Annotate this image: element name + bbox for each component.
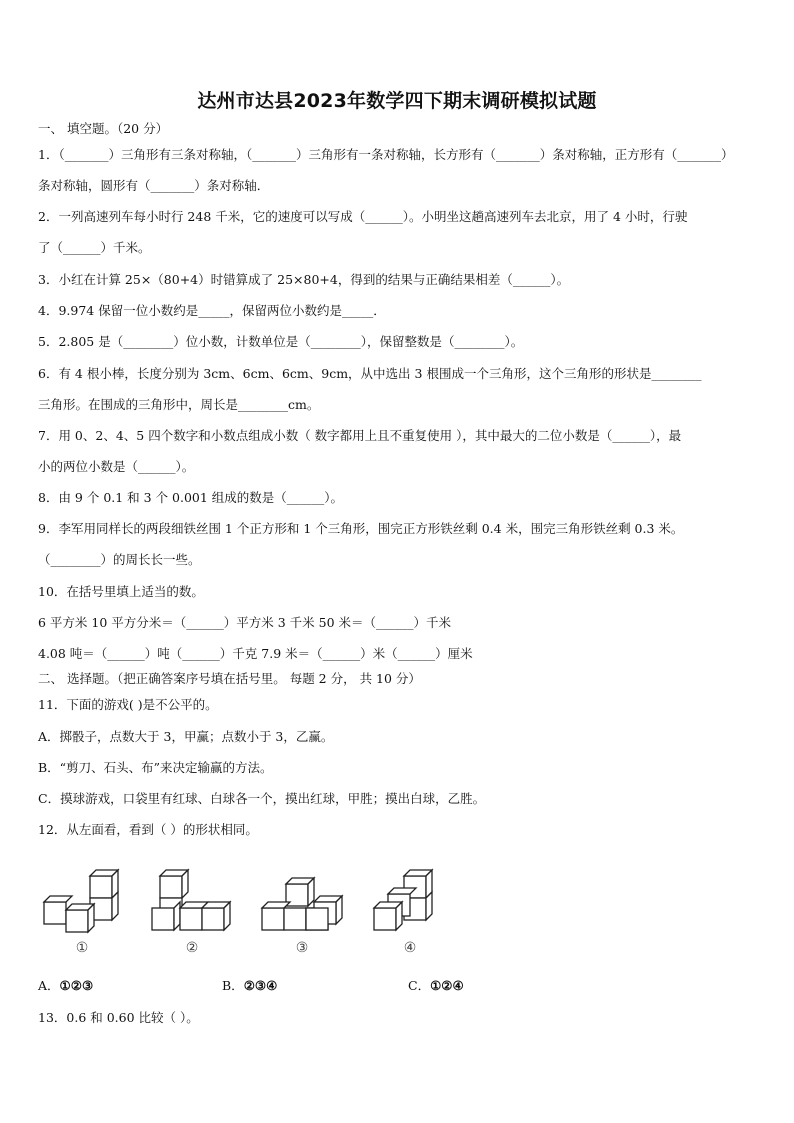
cube-figure-4 xyxy=(372,866,442,956)
figure-1-label: ① xyxy=(75,940,89,956)
question-10-row-2: 4.08 吨＝（______）吨（______）千克 7.9 米＝（______）米（______）厘米 xyxy=(38,646,473,661)
question-1-line-1: 1．（_______）三角形有三条对称轴，（_______）三角形有一条对称轴，长方形有（_______）条对称轴，正方形有（_______） xyxy=(38,147,734,162)
question-11-option-b: B．“剪刀、石头、布”来决定输赢的方法。 xyxy=(38,760,273,775)
question-12-option-a xyxy=(38,978,93,994)
question-5: 5．2.805 是（________）位小数，计数单位是（________），保留整数是（________）。 xyxy=(38,334,524,349)
cube-figure-2 xyxy=(150,866,234,956)
question-6-line-2: 三角形。在围成的三角形中，周长是________cm。 xyxy=(38,397,320,412)
cube-figure-1 xyxy=(42,866,122,956)
question-3: 3．小红在计算 25×（80+4）时错算成了 25×80+4，得到的结果与正确结果相差（______）。 xyxy=(38,272,570,287)
option-a-letter: A． xyxy=(38,978,60,993)
question-11: 11．下面的游戏( )是不公平的。 xyxy=(38,697,218,712)
exam-title: 达州市达县2023年数学四下期末调研模拟试题 xyxy=(197,90,597,112)
question-12: 12．从左面看，看到（ ）的形状相同。 xyxy=(38,822,258,837)
question-7-line-1: 7．用 0、2、4、5 四个数字和小数点组成小数（ 数字都用上且不重复使用 ），其中最大的二位小数是（______），最 xyxy=(38,428,682,443)
option-a-value: ①②③ xyxy=(59,978,94,993)
section-choice-title: 二、 选择题。（把正确答案序号填在括号里。 每题 2 分， 共 10 分） xyxy=(38,671,421,686)
question-8: 8．由 9 个 0.1 和 3 个 0.001 组成的数是（______）。 xyxy=(38,490,344,505)
question-10: 10．在括号里填上适当的数。 xyxy=(38,584,204,599)
question-9-line-1: 9．李军用同样长的两段细铁丝围 1 个正方形和 1 个三角形，围完正方形铁丝剩 0.4 米，围完三角形铁丝剩 0.3 米。 xyxy=(38,521,684,536)
figure-3-label: ③ xyxy=(295,940,309,956)
question-2-line-1: 2．一列高速列车每小时行 248 千米，它的速度可以写成（______）。小明坐这趟高速列车去北京，用了 4 小时，行驶 xyxy=(38,209,688,224)
option-b-letter: B． xyxy=(222,978,244,993)
question-6-line-1: 6．有 4 根小棒，长度分别为 3cm、6cm、6cm、9cm，从中选出 3 根围成一个三角形，这个三角形的形状是________ xyxy=(38,366,702,381)
question-2-line-2: 了（______）千米。 xyxy=(38,240,151,255)
question-11-option-c: C．摸球游戏，口袋里有红球、白球各一个，摸出红球，甲胜；摸出白球，乙胜。 xyxy=(38,791,486,806)
option-c-value: ①②④ xyxy=(430,978,464,993)
question-11-option-a: A．掷骰子，点数大于 3，甲赢；点数小于 3，乙赢。 xyxy=(38,729,334,744)
question-13: 13．0.6 和 0.60 比较（ ）。 xyxy=(38,1010,199,1025)
cube-drawing-2 xyxy=(150,866,234,940)
question-4: 4．9.974 保留一位小数约是_____，保留两位小数约是_____． xyxy=(38,303,386,318)
question-1-line-2: 条对称轴，圆形有（_______）条对称轴． xyxy=(38,178,270,193)
cube-figures xyxy=(38,866,458,962)
cube-drawing-1 xyxy=(42,866,122,940)
option-c-letter: C． xyxy=(408,978,431,993)
option-b-value: ②③④ xyxy=(243,978,278,993)
question-9-line-2: （________）的周长长一些。 xyxy=(38,552,201,567)
cube-figure-3 xyxy=(260,866,346,956)
question-12-option-b xyxy=(222,978,277,994)
cube-drawing-3 xyxy=(260,866,346,940)
section-fill-in-title: 一、 填空题。（20 分） xyxy=(38,121,169,136)
question-12-option-c xyxy=(408,978,464,994)
question-10-row-1: 6 平方米 10 平方分米＝（______）平方米 3 千米 50 米＝（______）千米 xyxy=(38,615,452,630)
cube-drawing-4 xyxy=(372,866,442,940)
figure-2-label: ② xyxy=(185,940,199,956)
figure-4-label: ④ xyxy=(403,940,417,956)
question-7-line-2: 小的两位小数是（______）。 xyxy=(38,459,195,474)
